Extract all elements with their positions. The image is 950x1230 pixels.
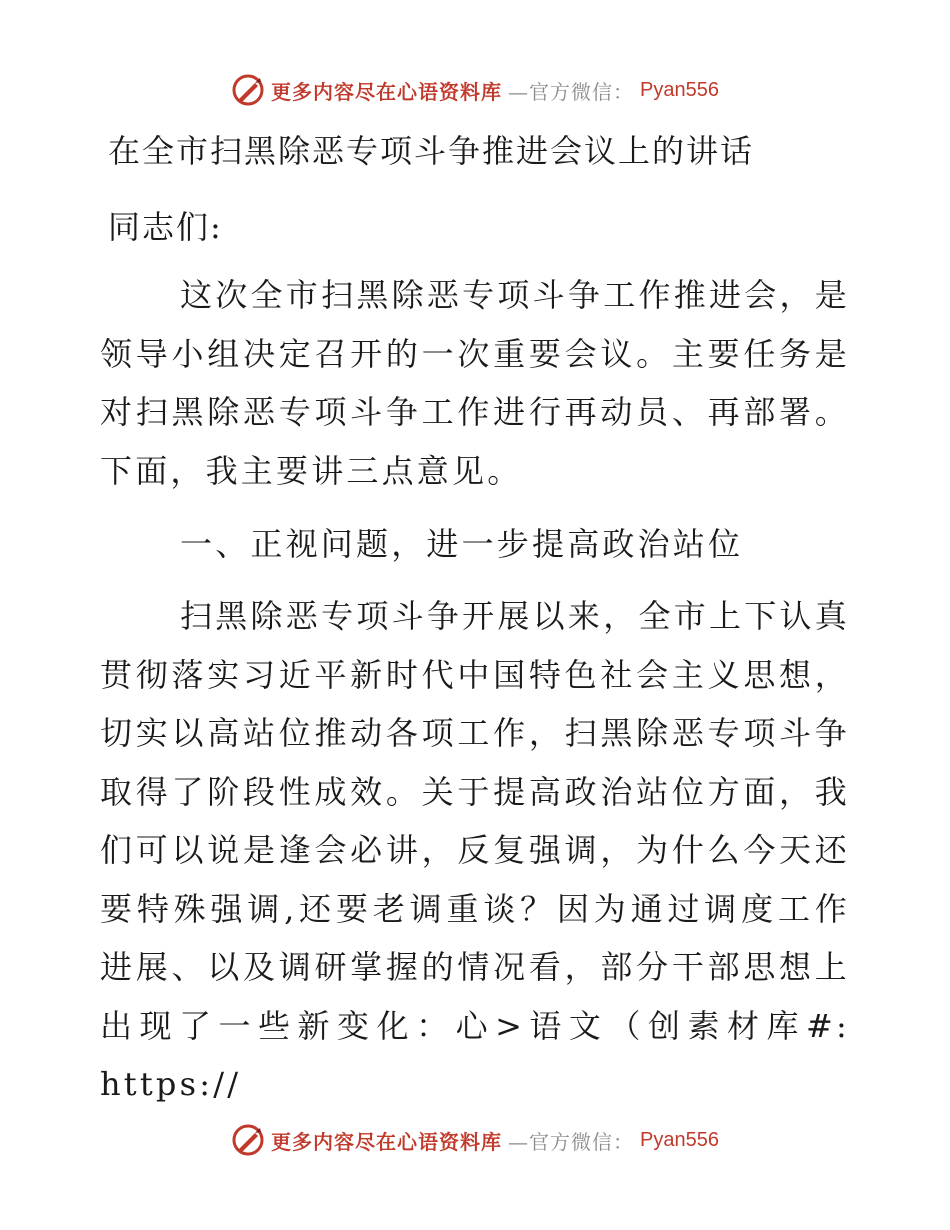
quill-logo-icon (231, 73, 265, 107)
document-title: 在全市扫黑除恶专项斗争推进会议上的讲话 (108, 132, 755, 170)
watermark-separator: —官方微信： (508, 1129, 635, 1154)
watermark-text: 更多内容尽在心语资料库 (271, 79, 503, 104)
watermark-wechat-id: Pyan556 (640, 1128, 719, 1151)
watermark-separator: —官方微信： (508, 79, 635, 104)
watermark-header (0, 70, 950, 110)
watermark-text: 更多内容尽在心语资料库 (271, 1129, 503, 1154)
quill-logo-icon (231, 1123, 265, 1157)
paragraph-body: 扫黑除恶专项斗争开展以来，全市上下认真贯彻落实习近平新时代中国特色社会主义思想，切实以高站位推动各项工作，扫黑除恶专项斗争取得了阶段性成效。关于提高政治站位方面，我们可以说是逢会必讲，反复强调，为什么今天还要特殊强调,还要老调重谈？因为通过调度工作进展、以及调研掌握的情况看，部分干部思想上出现了一些新变化：心>语文（创素材库#: https:// (100, 597, 850, 1103)
watermark-footer (0, 1120, 950, 1160)
salutation: 同志们: (108, 208, 223, 246)
paragraph-intro: 这次全市扫黑除恶专项斗争工作推进会，是领导小组决定召开的一次重要会议。主要任务是对扫黑除恶专项斗争工作进行再动员、再部署。下面，我主要讲三点意见。 (100, 276, 850, 490)
watermark-wechat-id: Pyan556 (640, 78, 719, 101)
section-heading: 一、正视问题，进一步提高政治站位 (180, 525, 744, 563)
